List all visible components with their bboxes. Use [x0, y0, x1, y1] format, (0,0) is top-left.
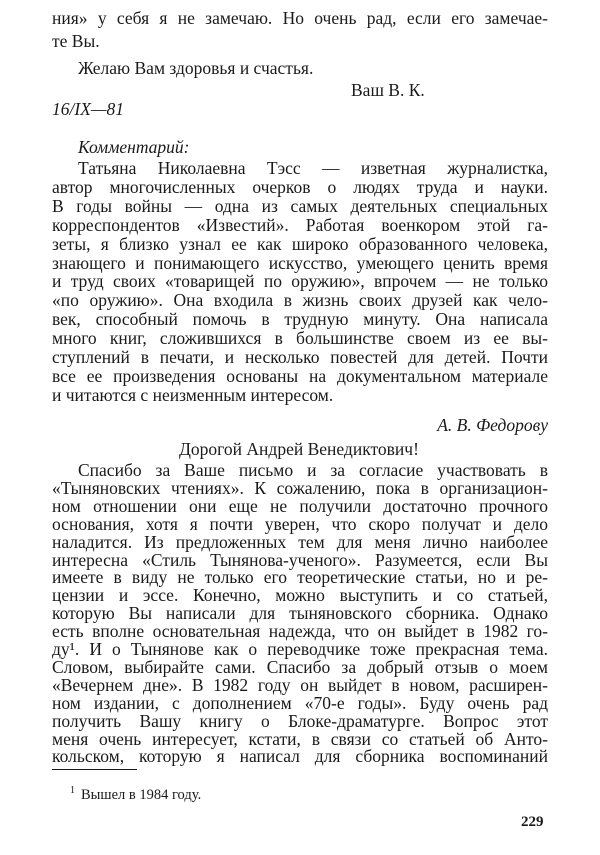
- comment-line: и читаются с неизменным интересом.: [52, 385, 334, 405]
- comment-line: ступлений в печати, и несколько повестей для детей. Почти: [52, 347, 548, 367]
- letter-line: Спасибо за Ваше письмо и за согласие участвовать в: [78, 460, 548, 480]
- closing-wish: Желаю Вам здоровья и счастья.: [78, 58, 314, 78]
- body-line: те Вы.: [52, 31, 100, 51]
- letter-line: Словом, выбирайте сами. Спасибо за добрый отзыв о моем: [52, 657, 548, 677]
- comment-line: В годы войны — одна из самых деятельных специальных: [52, 196, 548, 216]
- letter-line: которую Вы написали для тыняновского сборника. Однако: [52, 603, 548, 623]
- comment-line: зеты, я близко узнал ее как широко образованного человека,: [52, 234, 548, 254]
- comment-line: и труд своих «товарищей по оружию», впрочем — не только: [52, 271, 548, 291]
- letter-line: ном отношении они еще не получили достаточно прочного: [52, 496, 548, 516]
- signature: Ваш В. К.: [351, 80, 425, 100]
- comment-line: век, способный помочь в трудную минуту. Она написала: [52, 309, 548, 329]
- letter-line: ном издании, с дополнением «70-е годы». Буду очень рад: [52, 693, 548, 713]
- letter-line: кольском, которую я написал для сборника воспоминаний: [52, 746, 548, 766]
- letter-line: есть вполне основательная надежда, что он выйдет в 1982 го-: [52, 621, 548, 641]
- footnote-rule: [52, 769, 137, 770]
- letter-line: интересна «Стиль Тынянова-ученого». Разумеется, если Вы: [52, 550, 548, 570]
- addressee: А. В. Федорову: [437, 415, 548, 435]
- letter-line: получить Вашу книгу о Блоке-драматурге. Вопрос этот: [52, 711, 548, 731]
- letter-line: «Тыняновских чтениях». К сожалению, пока в организацион-: [52, 478, 548, 498]
- letter-line: основания, хотя я почти уверен, что скоро получат и дело: [52, 514, 548, 534]
- comment-heading: Комментарий:: [78, 137, 190, 157]
- comment-line: корреспондентов «Известий». Работая военкором этой га-: [52, 215, 548, 235]
- comment-line: «по оружию». Она входила в жизнь своих друзей как чело-: [52, 290, 548, 310]
- letter-date: 16/IX—81: [52, 99, 124, 119]
- comment-line: Татьяна Николаевна Тэсс — изветная журналистка,: [78, 158, 548, 178]
- footnote-mark: 1: [70, 785, 75, 796]
- comment-line: знающего и понимающего искусство, умеющего ценить время: [52, 253, 548, 273]
- letter-line: «Вечернем дне». В 1982 году он выйдет в новом, расширен-: [52, 675, 548, 695]
- salutation: Дорогой Андрей Венедиктович!: [179, 439, 419, 459]
- letter-line: ду¹. И о Тынянове как о переводчике тоже прекрасная тема.: [52, 639, 548, 659]
- letter-line: цензии и эссе. Конечно, можно выступить и со статьей,: [52, 585, 548, 605]
- comment-line: все ее произведения основаны на документальном материале: [52, 366, 548, 386]
- comment-line: много книг, сложившихся в большинстве своем из ее вы-: [52, 328, 548, 348]
- page-number: 229: [521, 814, 544, 830]
- body-line: ния» у себя я не замечаю. Но очень рад, если его замечае-: [52, 8, 548, 28]
- letter-line: имеете в виду не только его теоретические статьи, но и ре-: [52, 567, 548, 587]
- letter-line: наладится. Из предложенных тем для меня лично наиболее: [52, 532, 548, 552]
- comment-line: автор многочисленных очерков о людях труда и науки.: [52, 177, 548, 197]
- footnote: [70, 782, 201, 804]
- letter-line: меня очень интересует, кстати, в связи со статьей об Анто-: [52, 729, 548, 749]
- footnote-text: Вышел в 1984 году.: [81, 786, 202, 803]
